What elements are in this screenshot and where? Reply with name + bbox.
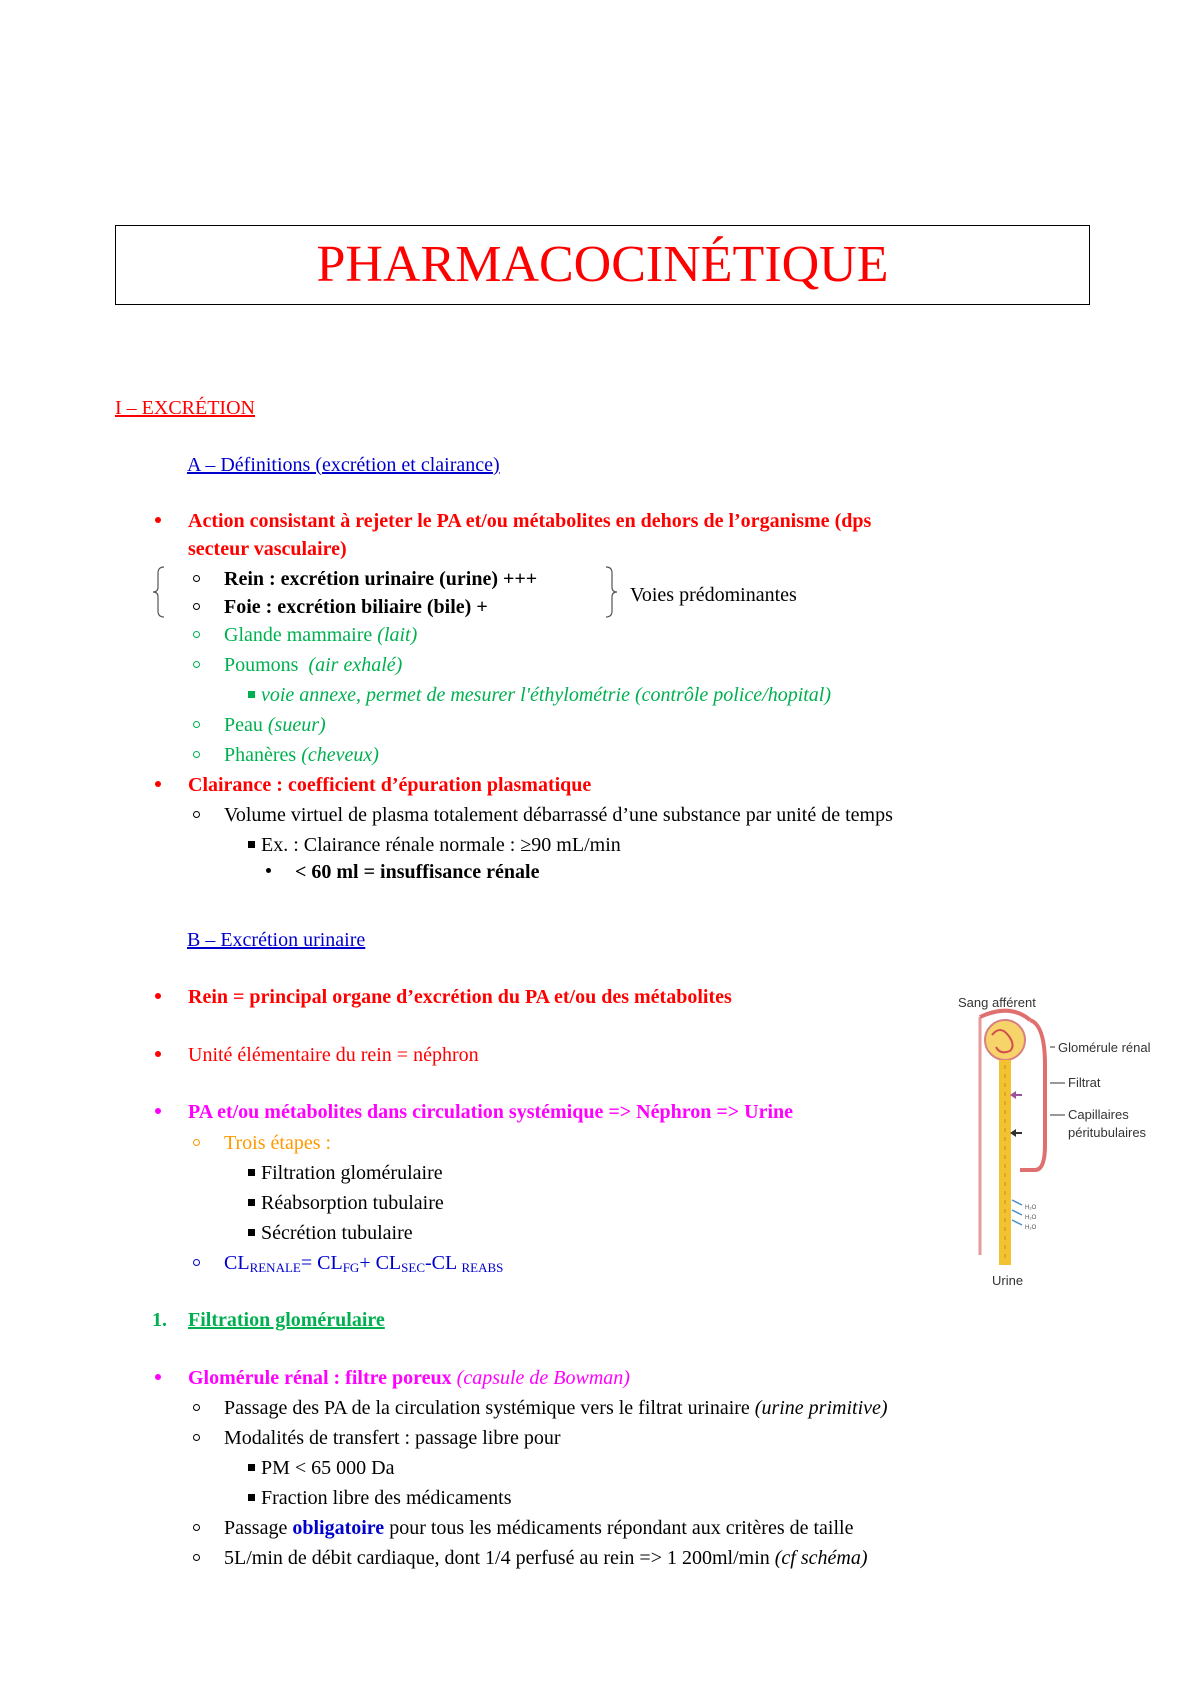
circle-bullet-icon bbox=[193, 603, 200, 610]
circle-bullet-icon bbox=[193, 1139, 200, 1146]
glomerule-label: Glomérule rénal bbox=[1058, 1040, 1151, 1055]
sang-afferent-label: Sang afférent bbox=[958, 995, 1036, 1010]
bullet-icon bbox=[155, 1108, 161, 1114]
square-bullet-icon bbox=[248, 1464, 255, 1471]
circle-bullet-icon bbox=[193, 811, 200, 818]
poids-moleculaire: PM < 65 000 Da bbox=[261, 1457, 395, 1479]
passage-obligatoire: Passage obligatoire pour tous les médicaments répondant aux critères de taille bbox=[224, 1517, 854, 1539]
bullet-icon bbox=[155, 517, 161, 523]
bullet-icon bbox=[266, 868, 271, 873]
peritubulaires-label: péritubulaires bbox=[1068, 1125, 1147, 1140]
fraction-libre: Fraction libre des médicaments bbox=[261, 1487, 512, 1509]
nephron-diagram bbox=[950, 995, 1170, 1295]
page-title: PHARMACOCINÉTIQUE bbox=[316, 236, 889, 293]
glomerulus-icon bbox=[985, 1020, 1025, 1060]
insuffisance-renale: < 60 ml = insuffisance rénale bbox=[295, 861, 540, 883]
circle-bullet-icon bbox=[193, 1524, 200, 1531]
debit-cardiaque: 5L/min de débit cardiaque, dont 1/4 perfusé au rein => 1 200ml/min (cf schéma) bbox=[224, 1547, 868, 1569]
square-bullet-icon bbox=[248, 1169, 255, 1176]
voie-phaneres: Phanères (cheveux) bbox=[224, 744, 379, 766]
urine-label: Urine bbox=[992, 1273, 1024, 1288]
voie-glande-mammaire: Glande mammaire (lait) bbox=[224, 624, 418, 646]
etape-filtration: Filtration glomérulaire bbox=[261, 1162, 443, 1184]
clairance-definition: Volume virtuel de plasma totalement débarrassé d’une substance par unité de temps bbox=[224, 804, 893, 826]
rein-principal-organe: Rein = principal organe d’excrétion du PA et/ou des métabolites bbox=[188, 986, 732, 1008]
glomerule-filtre: Glomérule rénal : filtre poreux (capsule de Bowman) bbox=[188, 1367, 630, 1389]
voie-foie: Foie : excrétion biliaire (bile) + bbox=[224, 596, 488, 618]
pa-flow: PA et/ou métabolites dans circulation systémique => Néphron => Urine bbox=[188, 1101, 794, 1123]
h2o-label: H₂O bbox=[1025, 1215, 1037, 1221]
title-box bbox=[115, 225, 1090, 305]
subsection-heading-urinaire: B – Excrétion urinaire bbox=[187, 929, 366, 951]
poumons-detail: voie annexe, permet de mesurer l'éthylométrie (contrôle police/hopital) bbox=[261, 684, 832, 706]
square-bullet-icon bbox=[248, 1229, 255, 1236]
filtrat-label: Filtrat bbox=[1068, 1075, 1101, 1090]
voie-poumons: Poumons (air exhalé) bbox=[224, 654, 403, 676]
circle-bullet-icon bbox=[193, 1259, 200, 1266]
h2o-label: H₂O bbox=[1025, 1205, 1037, 1211]
circle-bullet-icon bbox=[193, 1434, 200, 1441]
square-bullet-icon bbox=[248, 1494, 255, 1501]
square-bullet-icon bbox=[248, 691, 255, 698]
left-brace-icon bbox=[150, 565, 170, 620]
bullet-icon bbox=[155, 993, 161, 999]
definition-excretion-line1: Action consistant à rejeter le PA et/ou métabolites en dehors de l’organisme (dps bbox=[188, 510, 872, 532]
circle-bullet-icon bbox=[193, 1554, 200, 1561]
bullet-icon bbox=[155, 781, 161, 787]
square-bullet-icon bbox=[248, 1199, 255, 1206]
etape-reabsorption: Réabsorption tubulaire bbox=[261, 1192, 444, 1214]
modalites-transfert: Modalités de transfert : passage libre pour bbox=[224, 1427, 561, 1449]
circle-bullet-icon bbox=[193, 721, 200, 728]
clairance-formula: $CL_{RENALE}= CL_{FG}+ CL_{SEC}-CL$ $_{REABS}$ bbox=[224, 1252, 504, 1275]
bullet-icon bbox=[155, 1374, 161, 1380]
trois-etapes: Trois étapes : bbox=[224, 1132, 332, 1154]
circle-bullet-icon bbox=[193, 575, 200, 582]
clairance-example: Ex. : Clairance rénale normale : ≥90 mL/min bbox=[261, 834, 621, 856]
voie-peau: Peau (sueur) bbox=[224, 714, 326, 736]
circle-bullet-icon bbox=[193, 631, 200, 638]
heading-filtration-glomerulaire: Filtration glomérulaire bbox=[188, 1309, 385, 1331]
voies-predominantes-label: Voies prédominantes bbox=[630, 584, 797, 606]
subsection-heading-definitions: A – Définitions (excrétion et clairance) bbox=[187, 454, 500, 476]
capillaires-label: Capillaires bbox=[1068, 1107, 1129, 1122]
definition-excretion-line2: secteur vasculaire) bbox=[188, 538, 347, 560]
circle-bullet-icon bbox=[193, 661, 200, 668]
bullet-icon bbox=[155, 1051, 161, 1057]
h2o-label: H₂O bbox=[1025, 1225, 1037, 1231]
right-brace-icon bbox=[603, 565, 623, 620]
passage-filtrat: Passage des PA de la circulation systémique vers le filtrat urinaire (urine primitive) bbox=[224, 1397, 888, 1419]
section-heading-excretion: I – EXCRÉTION bbox=[115, 397, 255, 419]
etape-secretion: Sécrétion tubulaire bbox=[261, 1222, 413, 1244]
heading-number: 1. bbox=[152, 1309, 167, 1331]
tubule-icon bbox=[999, 1060, 1011, 1265]
voie-rein: Rein : excrétion urinaire (urine) +++ bbox=[224, 568, 538, 590]
clairance-title: Clairance : coefficient d’épuration plasmatique bbox=[188, 774, 592, 796]
unite-elementaire: Unité élémentaire du rein = néphron bbox=[188, 1044, 479, 1066]
square-bullet-icon bbox=[248, 841, 255, 848]
circle-bullet-icon bbox=[193, 751, 200, 758]
circle-bullet-icon bbox=[193, 1404, 200, 1411]
